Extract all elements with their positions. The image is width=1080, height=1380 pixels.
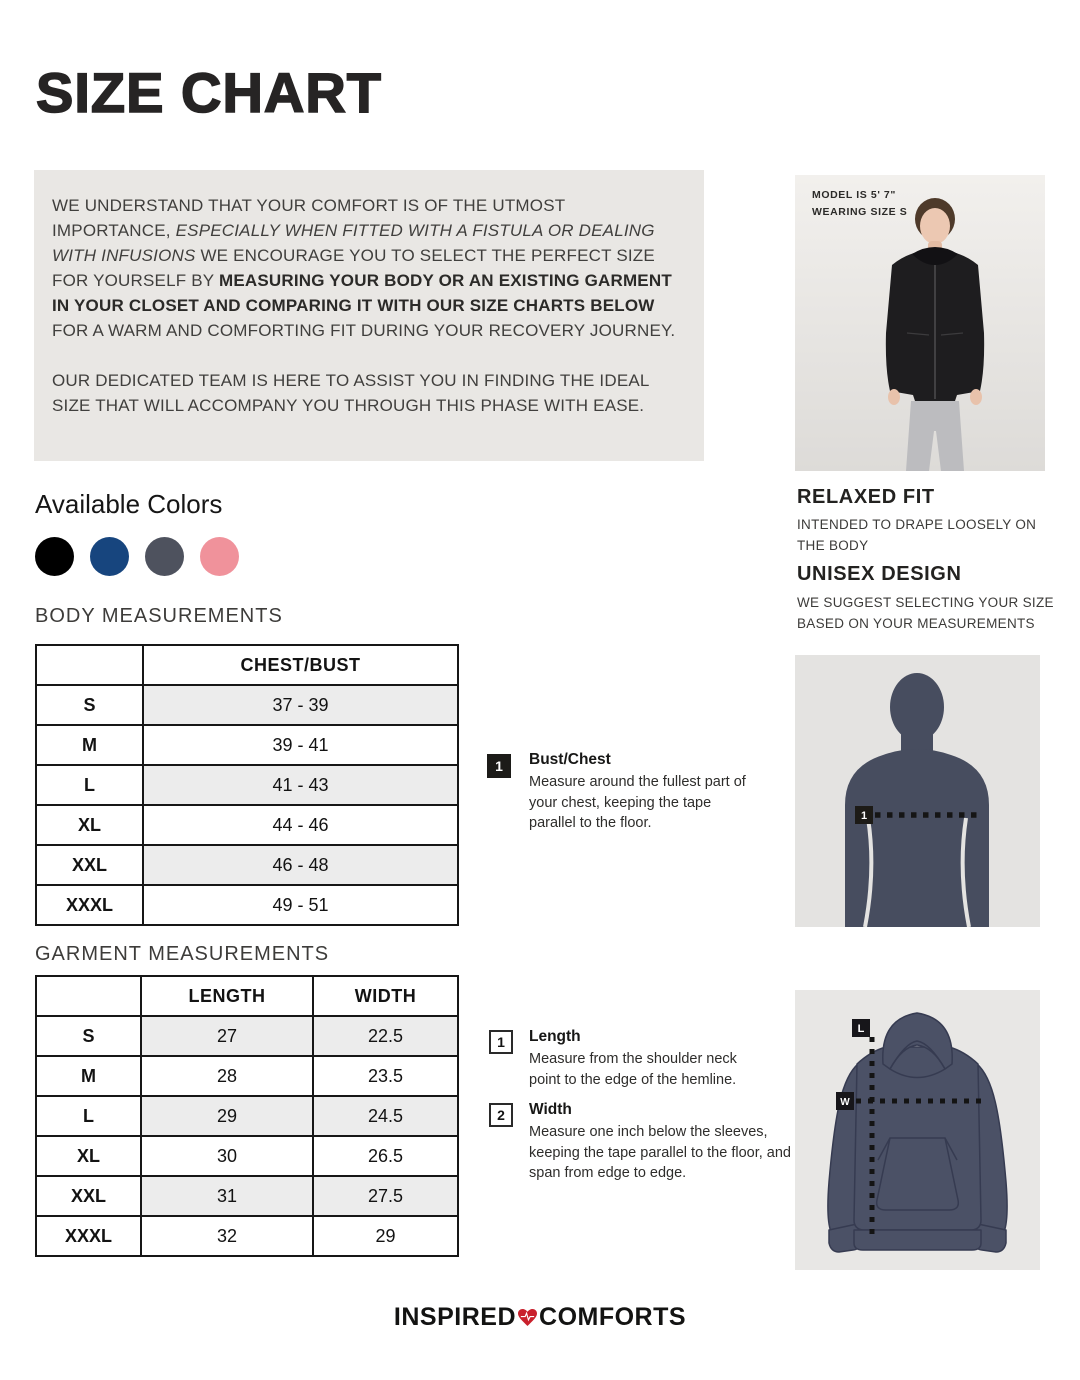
instruction-title: Length [529, 1028, 581, 1045]
width-cell: 24.5 [313, 1096, 458, 1136]
unisex-design-text: WE SUGGEST SELECTING YOUR SIZE BASED ON YOUR MEASUREMENTS [797, 595, 1054, 631]
model-hand-left [888, 389, 900, 405]
chest-cell: 49 - 51 [143, 885, 458, 925]
garment-measurements-heading: GARMENT MEASUREMENTS [35, 943, 330, 965]
table-row [36, 685, 458, 725]
intro-segment-bold: MEASURING YOUR BODY OR AN EXISTING GARMENT IN YOUR CLOSET AND COMPARING IT WITH OUR SIZE CHARTS BELOW [52, 271, 672, 315]
chest-cell: 41 - 43 [143, 765, 458, 805]
size-cell: XL [36, 1136, 141, 1176]
relaxed-fit-text: INTENDED TO DRAPE LOOSELY ON THE BODY [797, 517, 1037, 553]
model-photo [795, 175, 1045, 471]
table-row [36, 1056, 458, 1096]
width-cell: 23.5 [313, 1056, 458, 1096]
length-cell: 27 [141, 1016, 313, 1056]
table-row [36, 805, 458, 845]
model-hand-right [970, 389, 982, 405]
size-cell: M [36, 1056, 141, 1096]
intro-segment-italic: ESPECIALLY WHEN FITTED WITH A FISTULA OR DEALING WITH INFUSIONS [52, 221, 655, 265]
instruction-text: Measure from the shoulder neck point to the edge of the hemline. [529, 1051, 737, 1088]
width-step-badge: 2 [489, 1103, 513, 1127]
color-swatch-slate-gray[interactable] [145, 537, 184, 576]
table-header-row [36, 976, 458, 1016]
size-cell: M [36, 725, 143, 765]
hoodie-measure-diagram [795, 990, 1040, 1270]
color-swatch-black[interactable] [35, 537, 74, 576]
length-step-badge: 1 [489, 1030, 513, 1054]
heart-icon [517, 1305, 538, 1334]
brand-logo [0, 1303, 1080, 1334]
bust-chest-step-badge: 1 [487, 754, 511, 778]
table-row [36, 725, 458, 765]
brand-name-right: COMFORTS [539, 1303, 687, 1331]
page-title: SIZE CHART [36, 61, 382, 124]
hoodie-illustration [795, 990, 1040, 1270]
table-row [36, 885, 458, 925]
header-cell-width: WIDTH [313, 976, 458, 1016]
relaxed-fit-heading: RELAXED FIT [797, 486, 935, 508]
available-colors-heading: Available Colors [35, 489, 223, 519]
instruction-title: Width [529, 1101, 572, 1118]
table-row [36, 1176, 458, 1216]
size-cell: S [36, 1016, 141, 1056]
color-swatch-navy[interactable] [90, 537, 129, 576]
instruction-text: Measure around the fullest part of your chest, keeping the tape parallel to the floor. [529, 774, 746, 831]
body-measurements-table [35, 644, 459, 926]
intro-text-box [34, 170, 704, 461]
table-row [36, 1216, 458, 1256]
model-caption-line1: MODEL IS 5' 7" [812, 189, 896, 201]
instruction-text: Measure one inch below the sleeves, keeping the tape parallel to the floor, and span from edge to edge. [529, 1124, 791, 1181]
chest-cell: 37 - 39 [143, 685, 458, 725]
table-header-row [36, 645, 458, 685]
chest-measure-badge-label: 1 [860, 810, 868, 822]
length-cell: 31 [141, 1176, 313, 1216]
brand-name-left: INSPIRED [393, 1303, 517, 1331]
garment-measurements-table [35, 975, 459, 1257]
size-cell: L [36, 765, 143, 805]
chest-cell: 46 - 48 [143, 845, 458, 885]
width-cell: 27.5 [313, 1176, 458, 1216]
intro-paragraph-2: OUR DEDICATED TEAM IS HERE TO ASSIST YOU IN FINDING THE IDEAL SIZE THAT WILL ACCOMPANY YOU THROUGH THIS PHASE WITH EASE. [52, 371, 649, 415]
header-cell-empty [36, 976, 141, 1016]
size-cell: XXXL [36, 1216, 141, 1256]
table-row [36, 765, 458, 805]
table-row [36, 1016, 458, 1056]
table-row [36, 1136, 458, 1176]
length-cell: 30 [141, 1136, 313, 1176]
chest-cell: 39 - 41 [143, 725, 458, 765]
size-cell: XXL [36, 1176, 141, 1216]
size-cell: L [36, 1096, 141, 1136]
color-swatches [35, 537, 239, 576]
intro-segment: WE UNDERSTAND THAT YOUR COMFORT IS OF THE UTMOST IMPORTANCE, [52, 196, 566, 240]
intro-segment: FOR A WARM AND COMFORTING FIT DURING YOUR RECOVERY JOURNEY. [52, 321, 676, 340]
width-cell: 29 [313, 1216, 458, 1256]
width-instruction [529, 1101, 797, 1184]
header-cell-length: LENGTH [141, 976, 313, 1016]
body-measurements-heading: BODY MEASUREMENTS [35, 605, 283, 627]
bust-chest-instruction [529, 751, 751, 834]
instruction-title: Bust/Chest [529, 751, 611, 768]
body-silhouette-illustration [795, 655, 1040, 927]
unisex-design-heading: UNISEX DESIGN [797, 563, 962, 585]
size-cell: S [36, 685, 143, 725]
length-measure-badge-label: L [857, 1023, 865, 1035]
model-caption-line2: WEARING SIZE S [812, 206, 908, 218]
intro-segment: WE ENCOURAGE YOU TO SELECT THE PERFECT SIZE FOR YOURSELF BY [52, 246, 655, 290]
length-instruction [529, 1028, 769, 1090]
header-cell-chest-bust: CHEST/BUST [143, 645, 458, 685]
color-swatch-pink[interactable] [200, 537, 239, 576]
width-cell: 22.5 [313, 1016, 458, 1056]
model-photo-illustration [795, 175, 1045, 471]
intro-paragraph-1 [52, 193, 686, 343]
chest-cell: 44 - 46 [143, 805, 458, 845]
body-silhouette-diagram [795, 655, 1040, 927]
length-cell: 28 [141, 1056, 313, 1096]
size-cell: XXXL [36, 885, 143, 925]
table-row [36, 1096, 458, 1136]
length-cell: 29 [141, 1096, 313, 1136]
model-face [920, 208, 950, 244]
size-cell: XL [36, 805, 143, 845]
length-cell: 32 [141, 1216, 313, 1256]
table-row [36, 845, 458, 885]
width-measure-badge-label: W [840, 1097, 850, 1108]
size-cell: XXL [36, 845, 143, 885]
width-cell: 26.5 [313, 1136, 458, 1176]
header-cell-empty [36, 645, 143, 685]
